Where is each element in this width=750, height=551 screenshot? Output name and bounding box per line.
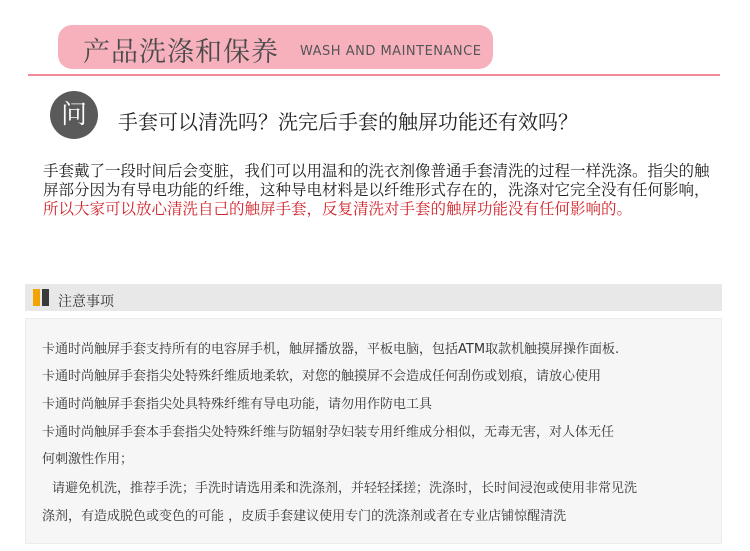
- notice-title: 注意事项: [58, 294, 114, 310]
- page-subtitle: WASH AND MAINTENANCE: [300, 44, 482, 59]
- notice-line: 何刺激性作用；: [42, 452, 134, 467]
- question-text: 手套可以清洗吗？洗完后手套的触屏功能还有效吗？: [118, 110, 578, 134]
- page-title: 产品洗涤和保养: [83, 37, 279, 68]
- answer-text: 手套戴了一段时间后会变脏，我们可以用温和的洗衣剂像普通手套清洗的过程一样洗涤。指尖的触屏部分因为有导电功能的纤维，这种导电材料是以纤维形式存在的，洗涤对它完全没有任何影响，: [43, 162, 710, 199]
- notice-line: 卡通时尚触屏手套支持所有的电容屏手机，触屏播放器，平板电脑，包括ATM取款机触摸屏操作面板.: [42, 342, 620, 357]
- notice-line: 卡通时尚触屏手套本手套指尖处特殊纤维与防辐射孕妇装专用纤维成分相似，无毒无害，对人体无任: [42, 425, 615, 440]
- notice-marker-dark: [42, 289, 49, 306]
- notice-marker-orange: [33, 289, 40, 306]
- notice-line: 涤剂，有造成脱色或变色的可能 ，皮质手套建议使用专门的洗涤剂或者在专业店铺惊醒清洗: [42, 509, 567, 524]
- question-icon-char: 问: [60, 100, 87, 130]
- notice-line: 卡通时尚触屏手套指尖处具特殊纤维有导电功能，请勿用作防电工具: [42, 397, 433, 412]
- answer-highlight: 所以大家可以放心清洗自己的触屏手套，反复清洗对手套的触屏功能没有任何影响的。: [43, 200, 633, 218]
- answer-paragraph: [43, 162, 715, 219]
- notice-line: 请避免机洗，推荐手洗；手洗时请选用柔和洗涤剂，并轻轻揉搓；洗涤时，长时间浸泡或使用非常见洗: [52, 481, 638, 496]
- header-divider: [28, 74, 720, 76]
- notice-header-bar: [25, 284, 722, 311]
- notice-line: 卡通时尚触屏手套指尖处特殊纤维质地柔软，对您的触摸屏不会造成任何刮伤或划痕，请放心使用: [42, 369, 602, 384]
